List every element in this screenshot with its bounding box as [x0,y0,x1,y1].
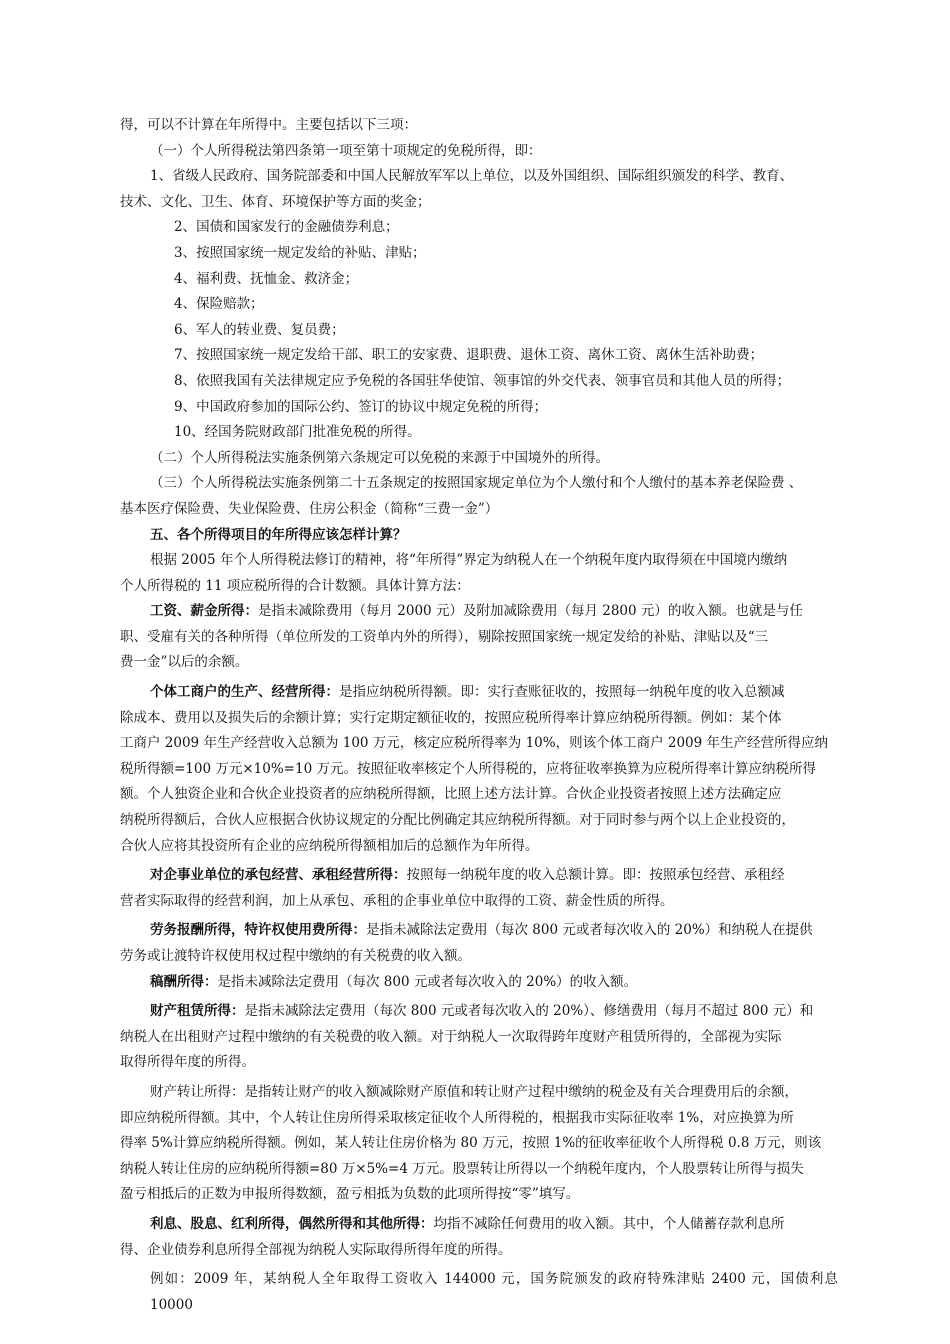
text-line: 得，可以不计算在年所得中。主要包括以下三项： [120,117,417,133]
list-item-5: 4、保险赔款； [174,296,264,313]
text-span: 均指不减除任何费用的收入额。其中，个人储蓄存款利息所 [433,1215,785,1232]
term-label: 稿酬所得： [150,973,218,990]
paragraph-cont: 工商户 2009 年生产经营收入总额为 100 万元，核定应税所得率为 10%，则该个体工商户 2009 年生产经营所得应纳 [120,735,829,752]
section-heading-3: （三）个人所得税法实施条例第二十五条规定的按照国家规定单位为个人缴付和个人缴付的基本养老保险费 、 [150,475,803,492]
paragraph-cont: 即应纳税所得额。其中，个人转让住房所得采取核定征收个人所得税的，根据我市实际征收率 1%，对应换算为所 [120,1109,794,1126]
list-item-10: 10、经国务院财政部门批准免税的所得。 [174,424,421,441]
term-label: 工资、薪金所得： [150,603,258,620]
paragraph-cont: 纳税人在出租财产过程中缴纳的有关税费的收入额。对于纳税人一次取得跨年度财产租赁所得的，全部视为实际 [120,1028,782,1045]
text-span: 是指应纳税所得额。即：实行查账征收的，按照每一纳税年度的收入总额减 [339,684,785,701]
paragraph-cont: 除成本、费用以及损失后的余额计算；实行定期定额征收的，按照应税所得率计算应纳税所得额。例如：某个体 [120,709,782,726]
section-heading-2: （二）个人所得税法实施条例第六条规定可以免税的来源于中国境外的所得。 [150,449,609,466]
paragraph-cont: 合伙人应将其投资所有企业的应纳税所得额相加后的总额作为年所得。 [120,837,539,854]
list-item-6: 6、军人的转业费、复员费； [174,321,345,338]
chapter-heading: 五、各个所得项目的年所得应该怎样计算？ [150,526,407,543]
paragraph-cont: 纳税所得额后，合伙人应根据合伙协议规定的分配比例确定其应纳税所得额。对于同时参与两个以上企业投资的， [120,812,795,829]
paragraph-cont: 营者实际取得的经营利润，加上从承包、承租的企事业单位中取得的工资、薪金性质的所得。 [120,892,674,909]
list-item-3: 3、按照国家统一规定发给的补贴、津贴； [174,244,426,261]
text-span: 按照每一纳税年度的收入总额计算。即：按照承包经营、承租经 [406,867,785,884]
list-item-7: 7、按照国家统一规定发给干部、职工的安家费、退职费、退休工资、离休工资、离休生活补助费； [174,347,764,364]
paragraph-example: 例如：2009 年，某纳税人全年取得工资收入 144000 元，国务院颁发的政府特殊津贴 2400 元，国债利息 10000 [150,1271,838,1313]
paragraph-labor [120,918,838,944]
term-label: 劳务报酬所得，特许权使用费所得： [150,922,366,939]
text-span: 是指未减除费用（每月 2000 元）及附加减除费用（每月 2800 元）的收入额。也就是与任 [258,603,803,620]
paragraph-transfer: 财产转让所得：是指转让财产的收入额减除财产原值和转让财产过程中缴纳的税金及有关合理费用后的余额， [150,1083,798,1100]
list-item-8: 8、依照我国有关法律规定应予免税的各国驻华使馆、领事馆的外交代表、领事官员和其他人员的所得； [174,372,791,389]
text-span: 是指未减除法定费用（每次 800 元或者每次收入的 20%）和纳税人在提供 [366,922,813,939]
term-label: 财产租赁所得： [150,1003,245,1020]
section-heading-1: （一）个人所得税法第四条第一项至第十项规定的免税所得，即： [150,142,542,159]
list-item-2: 2、国债和国家发行的金融债券利息； [174,219,399,236]
paragraph: 根据 2005 年个人所得税法修订的精神，将“年所得”界定为纳税人在一个纳税年度内取得须在中国境内缴纳 [150,552,788,569]
term-label: 利息、股息、红利所得，偶然所得和其他所得： [150,1215,434,1232]
paragraph-cont: 税所得额=100 万元×10%=10 万元。按照征收率核定个人所得税的，应将征收率换算为应税所得率计算应纳税所得 [120,760,816,777]
paragraph-cont: 劳务或让渡特许权使用权过程中缴纳的有关税费的收入额。 [120,948,471,964]
paragraph-cont: 额。个人独资企业和合伙企业投资者的应纳税所得额，比照上述方法计算。合伙企业投资者按照上述方法确定应 [120,786,782,803]
paragraph-cont: 得、企业债券利息所得全部视为纳税人实际取得所得年度的所得。 [120,1241,512,1258]
paragraph-cont: 得率 5%计算应纳税所得额。例如，某人转让住房价格为 80 万元，按照 1%的征收率征收个人所得税 0.8 万元，则该 [120,1135,822,1152]
paragraph-cont: 取得所得年度的所得。 [120,1054,255,1071]
paragraph-contract [120,863,838,889]
term-label: 个体工商户的生产、经营所得： [150,684,339,701]
paragraph-business [120,680,838,706]
term-label: 对企事业单位的承包经营、承租经营所得： [150,867,407,884]
paragraph-royalty [120,970,838,996]
paragraph-lease [120,999,838,1025]
paragraph-cont: 纳税人转让住房的应纳税所得额=80 万×5%=4 万元。股票转让所得以一个纳税年度内，个人股票转让所得与损失 [120,1160,804,1177]
paragraph-wage [120,599,838,625]
list-item-1: 1、省级人民政府、国务院部委和中国人民解放军军以上单位，以及外国组织、国际组织颁发的科学、教育、 [150,168,794,185]
paragraph-cont: 费一金”以后的余额。 [120,654,249,671]
paragraph-cont: 职、受雇有关的各种所得（单位所发的工资单内外的所得），剔除按照国家统一规定发给的补贴、津贴以及“三 [120,628,769,645]
paragraph-cont: 盈亏相抵后的正数为申报所得数额，盈亏相抵为负数的此项所得按“零”填写。 [120,1186,580,1203]
paragraph-interest [120,1212,838,1238]
list-item-1-cont: 技术、文化、卫生、体育、环境保护等方面的奖金； [120,193,431,210]
text-span: 是指未减除法定费用（每次 800 元或者每次收入的 20%）的收入额。 [217,973,638,990]
paragraph-cont: 个人所得税的 11 项应税所得的合计数额。具体计算方法： [120,577,470,594]
list-item-4: 4、福利费、抚恤金、救济金； [174,270,359,287]
list-item-9: 9、中国政府参加的国际公约、签订的协议中规定免税的所得； [174,398,548,415]
section-heading-3-cont: 基本医疗保险费、失业保险费、住房公积金（简称“三费一金”） [120,500,499,517]
text-span: 是指未减除法定费用（每次 800 元或者每次收入的 20%）、修缮费用（每月不超过 800 元）和 [244,1003,814,1020]
